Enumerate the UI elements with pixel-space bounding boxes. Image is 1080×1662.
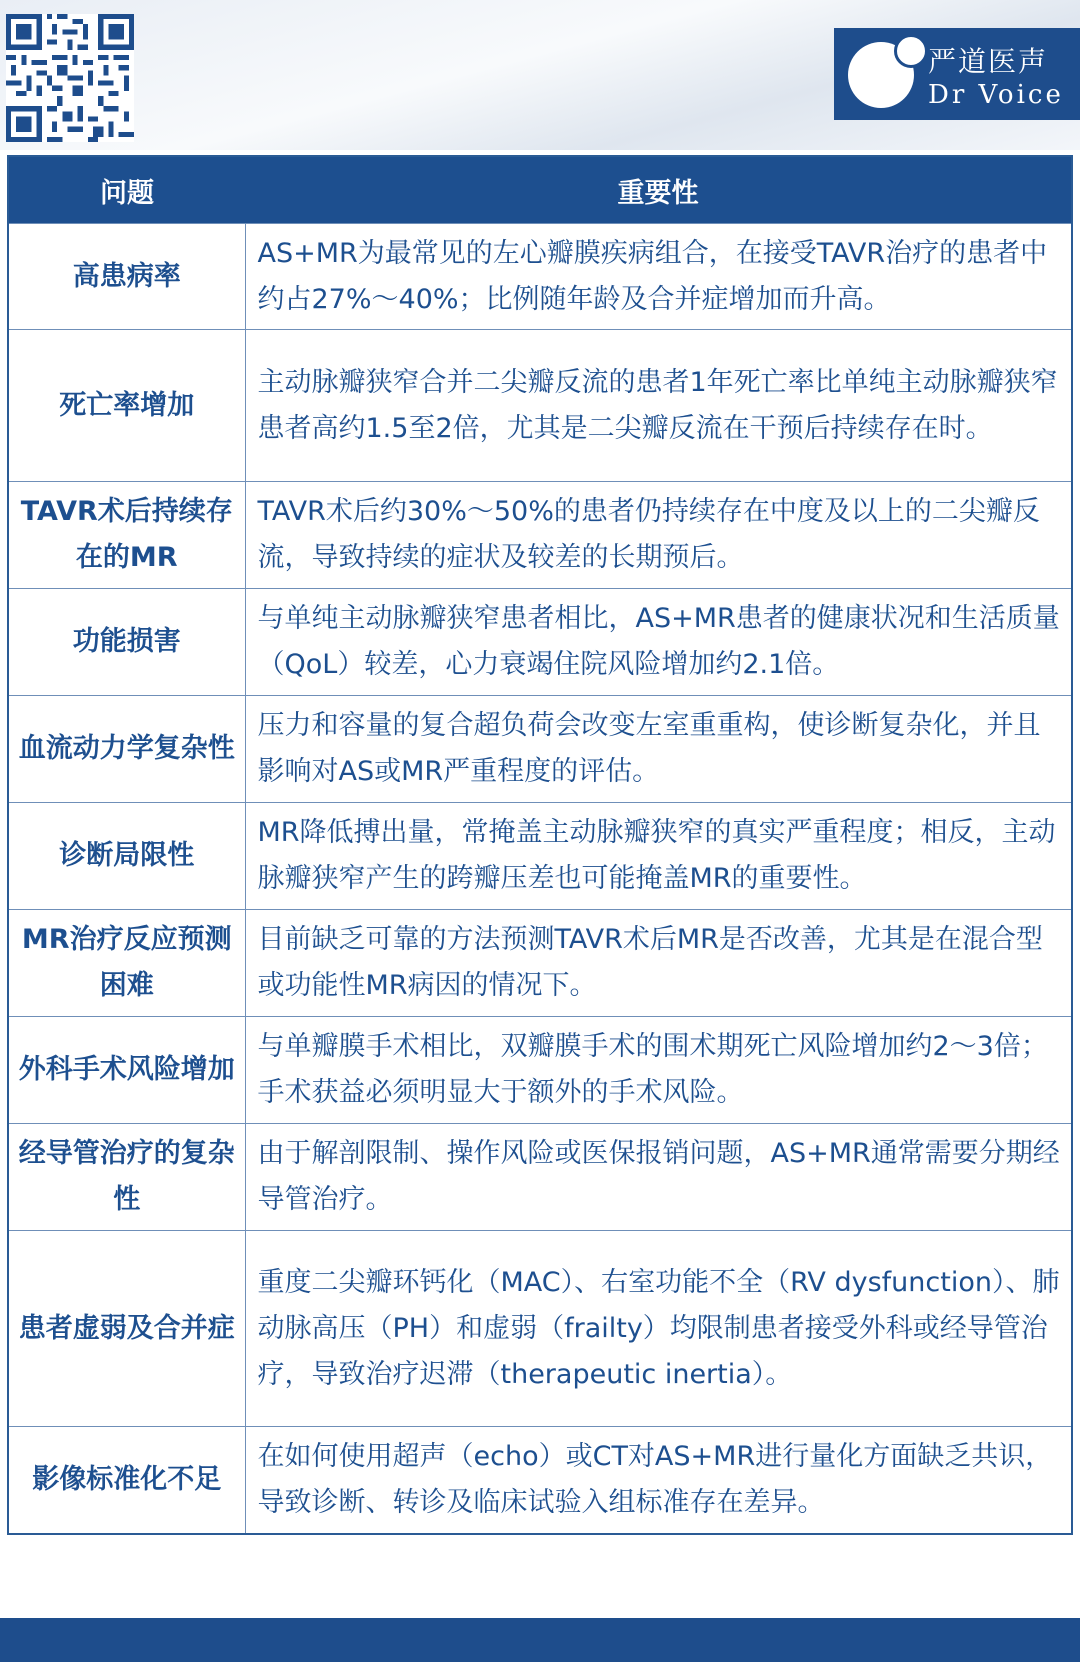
table-header-row (8, 156, 1072, 224)
table-row (8, 1017, 1072, 1124)
table-row (8, 1124, 1072, 1231)
issue-cell: 高患病率 (8, 224, 245, 330)
logo-text-en: Dr Voice (928, 80, 1064, 110)
importance-cell: 主动脉瓣狭窄合并二尖瓣反流的患者1年死亡率比单纯主动脉瓣狭窄患者高约1.5至2倍，尤其是二尖瓣反流在干预后持续存在时。 (245, 330, 1072, 482)
importance-cell: AS+MR为最常见的左心瓣膜疾病组合，在接受TAVR治疗的患者中约占27%～40%；比例随年龄及合并症增加而升高。 (245, 224, 1072, 330)
qr-code (6, 14, 134, 142)
importance-cell: 目前缺乏可靠的方法预测TAVR术后MR是否改善，尤其是在混合型或功能性MR病因的情况下。 (245, 910, 1072, 1017)
issue-cell: 影像标准化不足 (8, 1427, 245, 1534)
importance-cell: 由于解剖限制、操作风险或医保报销问题，AS+MR通常需要分期经导管治疗。 (245, 1124, 1072, 1231)
issue-cell: 功能损害 (8, 589, 245, 696)
logo-text-cn: 严道医声 (928, 45, 1049, 78)
logo-mark-small-circle (894, 34, 928, 68)
table-row (8, 1427, 1072, 1534)
importance-cell: 与单瓣膜手术相比，双瓣膜手术的围术期死亡风险增加约2～3倍；手术获益必须明显大于额外的手术风险。 (245, 1017, 1072, 1124)
issue-cell: TAVR术后持续存在的MR (8, 482, 245, 589)
issue-cell: 经导管治疗的复杂性 (8, 1124, 245, 1231)
issues-table (7, 155, 1073, 1535)
issue-cell: 死亡率增加 (8, 330, 245, 482)
header-issue: 问题 (8, 156, 245, 224)
issue-cell: MR治疗反应预测困难 (8, 910, 245, 1017)
importance-cell: 重度二尖瓣环钙化（MAC）、右室功能不全（RV dysfunction）、肺动脉高压（PH）和虚弱（frailty）均限制患者接受外科或经导管治疗，导致治疗迟滞（therapeutic inertia）。 (245, 1231, 1072, 1427)
importance-cell: 在如何使用超声（echo）或CT对AS+MR进行量化方面缺乏共识，导致诊断、转诊及临床试验入组标准存在差异。 (245, 1427, 1072, 1534)
table-row (8, 482, 1072, 589)
issue-cell: 血流动力学复杂性 (8, 696, 245, 803)
issue-cell: 诊断局限性 (8, 803, 245, 910)
table-row (8, 224, 1072, 330)
importance-cell: 压力和容量的复合超负荷会改变左室重重构，使诊断复杂化，并且影响对AS或MR严重程度的评估。 (245, 696, 1072, 803)
issue-cell: 患者虚弱及合并症 (8, 1231, 245, 1427)
bottom-banner (0, 1618, 1080, 1662)
importance-cell: MR降低搏出量，常掩盖主动脉瓣狭窄的真实严重程度；相反，主动脉瓣狭窄产生的跨瓣压差也可能掩盖MR的重要性。 (245, 803, 1072, 910)
table-row (8, 589, 1072, 696)
header-importance: 重要性 (245, 156, 1072, 224)
importance-cell: TAVR术后约30%～50%的患者仍持续存在中度及以上的二尖瓣反流，导致持续的症状及较差的长期预后。 (245, 482, 1072, 589)
table-row (8, 803, 1072, 910)
table-row (8, 1231, 1072, 1427)
table-row (8, 910, 1072, 1017)
importance-cell: 与单纯主动脉瓣狭窄患者相比，AS+MR患者的健康状况和生活质量（QoL）较差，心力衰竭住院风险增加约2.1倍。 (245, 589, 1072, 696)
issue-cell: 外科手术风险增加 (8, 1017, 245, 1124)
dr-voice-logo (834, 28, 1080, 120)
table-row (8, 330, 1072, 482)
table-row (8, 696, 1072, 803)
